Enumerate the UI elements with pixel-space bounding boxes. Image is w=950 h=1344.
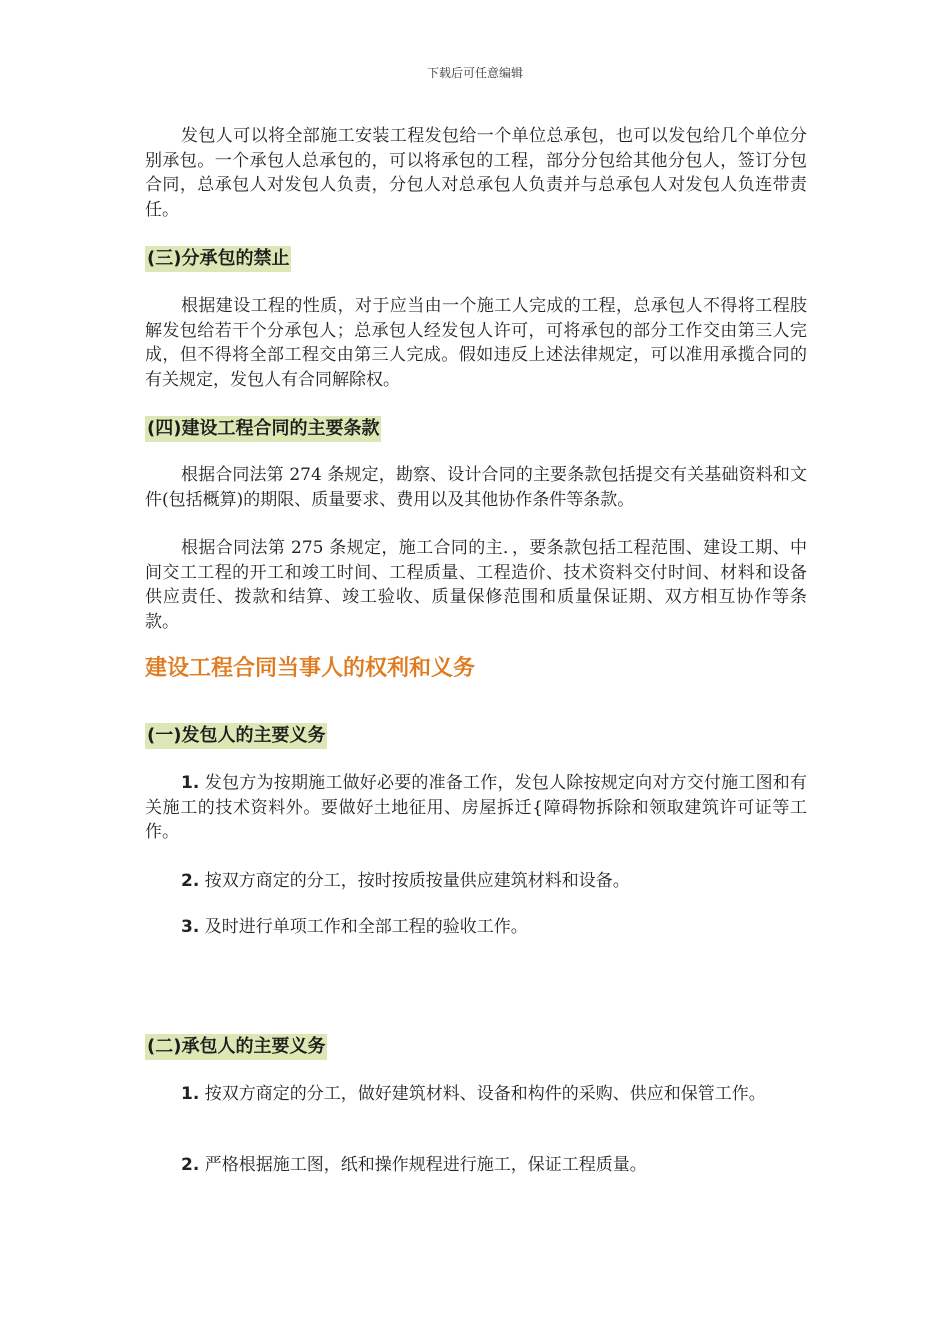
section-title-rights-obligations: 建设工程合同当事人的权利和义务: [145, 656, 476, 681]
paragraph-article-275: 根据合同法第 275 条规定，施工合同的主．，要条款包括工程范围、建设工期、中间交工工程的开工和竣工时间、工程质量、工程造价、技术资料交付时间、材料和设备供应责任、拨款和结算、竣工验收、质量保修范围和质量保证期、双方相互协作等条款。: [145, 538, 807, 632]
paragraph-general-contracting: 发包人可以将全部施工安装工程发包给一个单位总承包，也可以发包给几个单位分别承包。一个承包人总承包的，可以将承包的工程，部分分包给其他分包人，签订分包合同，总承包人对发包人负责，分包人对总承包人负责并与总承包人对发包人负连带责任。: [145, 126, 807, 220]
list-number: 3.: [181, 917, 200, 937]
heading-contractor-obligations: (二)承包人的主要义务: [145, 1034, 327, 1060]
heading-subcontract-prohibition: (三)分承包的禁止: [145, 246, 291, 272]
page-header: 下载后可任意编辑: [426, 66, 523, 80]
list-number: 1.: [181, 773, 200, 793]
list-item-employer-3: [145, 915, 807, 940]
list-item-contractor-2: [145, 1153, 807, 1178]
list-item-text: 及时进行单项工作和全部工程的验收工作。: [204, 917, 528, 937]
list-item-text: 按双方商定的分工，按时按质按量供应建筑材料和设备。: [204, 871, 630, 891]
list-item-text: 按双方商定的分工，做好建筑材料、设备和构件的采购、供应和保管工作。: [204, 1084, 766, 1104]
heading-main-clauses: (四)建设工程合同的主要条款: [145, 416, 381, 442]
paragraph-subcontract-prohibition: 根据建设工程的性质，对于应当由一个施工人完成的工程，总承包人不得将工程肢解发包给若干个分承包人；总承包人经发包人许可，可将承包的部分工作交由第三人完成，但不得将全部工程交由第三人完成。假如违反上述法律规定，可以准用承揽合同的有关规定，发包人有合同解除权。: [145, 296, 807, 390]
list-item-text: 发包方为按期施工做好必要的准备工作，发包人除按规定向对方交付施工图和有关施工的技术资料外。要做好土地征用、房屋拆迁{障碍物拆除和领取建筑许可证等工作。: [145, 773, 808, 842]
list-number: 2.: [181, 1155, 200, 1175]
list-item-employer-2: [145, 869, 807, 894]
list-number: 2.: [181, 871, 200, 891]
paragraph-article-274: 根据合同法第 274 条规定，勘察、设计合同的主要条款包括提交有关基础资料和文件(包括概算)的期限、质量要求、费用以及其他协作条件等条款。: [145, 465, 807, 510]
list-item-contractor-1: [145, 1082, 807, 1107]
list-item-employer-1: [145, 771, 807, 845]
heading-employer-obligations: (一)发包人的主要义务: [145, 723, 327, 749]
list-item-text: 严格根据施工图，纸和操作规程进行施工，保证工程质量。: [204, 1155, 647, 1175]
list-number: 1.: [181, 1084, 200, 1104]
